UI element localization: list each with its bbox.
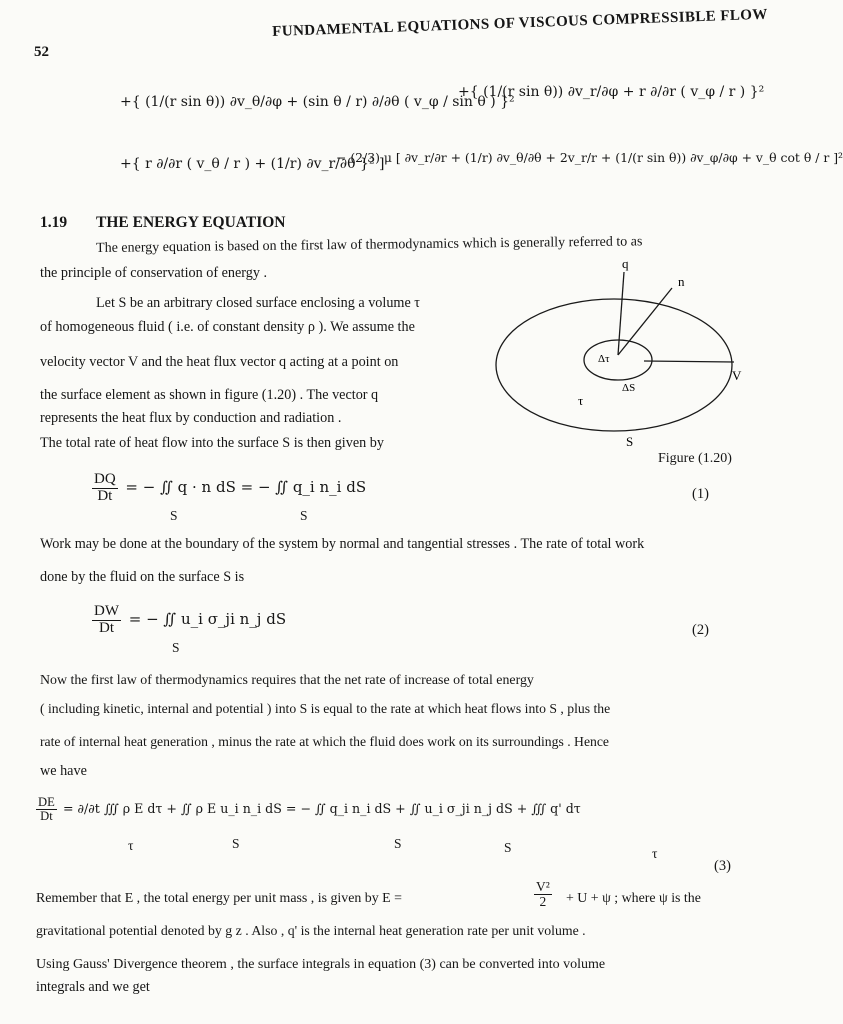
paragraph-2-line-4: the surface element as shown in figure (1.20) . The vector q <box>40 387 379 403</box>
equation-2-body: = − ∬ u_i σ_ji n_j dS <box>128 609 287 628</box>
paragraph-6-line-1a: Remember that E , the total energy per unit mass , is given by E = <box>36 891 402 906</box>
equation-1-under-2: S <box>300 508 308 523</box>
paragraph-1-line-1: The energy equation is based on the first law of thermodynamics which is generally referred to as <box>96 234 643 256</box>
paragraph-1-line-2: the principle of conservation of energy . <box>40 265 268 281</box>
top-equation-line-2-right: − (2/3) μ [ ∂v_r/∂r + (1/r) ∂v_θ/∂θ + 2v_r/r + (1/(r sin θ)) ∂v_φ/∂φ + v_θ cot θ / r ]² <box>336 150 843 165</box>
section-number: 1.19 <box>40 214 68 231</box>
paragraph-2-line-5: represents the heat flux by conduction and radiation . <box>40 410 342 426</box>
figure-1-20-diagram <box>494 250 750 450</box>
running-title: FUNDAMENTAL EQUATIONS OF VISCOUS COMPRESSIBLE FLOW <box>272 6 769 40</box>
equation-3-under-2: S <box>232 836 240 851</box>
equation-3-under-4: S <box>504 840 512 855</box>
equation-3-under-3: S <box>394 836 402 851</box>
equation-2-under-1: S <box>172 640 180 655</box>
paragraph-4-line-1: Work may be done at the boundary of the system by normal and tangential stresses . The rate of total work <box>40 536 645 552</box>
paragraph-5-line-2: ( including kinetic, internal and potential ) into S is equal to the rate at which heat flows into S , plus the <box>40 701 611 716</box>
paragraph-5-line-4: we have <box>40 763 87 779</box>
paragraph-2-line-1: Let S be an arbitrary closed surface enclosing a volume τ <box>96 295 421 311</box>
equation-3-lhs: $\frac{DE}{Dt}$ <box>38 795 55 824</box>
section-title: THE ENERGY EQUATION <box>96 214 286 231</box>
paragraph-7-line-2: integrals and we get <box>36 979 150 995</box>
energy-definition-fraction: $\frac{\text{V²}}{2}$ <box>536 879 550 910</box>
paragraph-2-line-3: velocity vector V and the heat flux vector q acting at a point on <box>40 354 399 370</box>
label-tau: τ <box>578 393 584 408</box>
paragraph-4-line-2: done by the fluid on the surface S is <box>40 569 245 585</box>
label-dtau: Δτ <box>598 353 610 365</box>
equation-2-lhs: $\frac{DW}{Dt}$ <box>94 603 119 636</box>
equation-2-number: (2) <box>692 622 709 638</box>
section-heading <box>40 214 285 232</box>
label-ds: ΔS <box>622 382 636 394</box>
equation-3-body: = ∂/∂t ∭ ρ E dτ + ∬ ρ E u_i n_i dS = − ∬ q_i n_i dS + ∬ u_i σ_ji n_j dS + ∭ q' dτ <box>62 800 581 816</box>
paragraph-7-line-1: Using Gauss' Divergence theorem , the surface integrals in equation (3) can be converted into volume <box>36 957 606 972</box>
label-q: q <box>622 256 629 271</box>
top-equation-line-1-left: +{ (1/(r sin θ)) ∂v_θ/∂φ + (sin θ / r) ∂/∂θ ( v_φ / sin θ ) }² <box>120 94 515 110</box>
surface-s-outline <box>496 299 732 431</box>
normal-vector-arrow <box>618 288 672 355</box>
equation-1 <box>92 472 366 505</box>
label-s: S <box>626 434 634 449</box>
paragraph-2-line-2: of homogeneous fluid ( i.e. of constant density ρ ). We assume the <box>40 319 415 335</box>
equation-3-under-1: τ <box>128 838 134 853</box>
paragraph-3: The total rate of heat flow into the surface S is then given by <box>40 435 384 451</box>
top-equation-line-2-left: +{ r ∂/∂r ( v_θ / r ) + (1/r) ∂v_r/∂θ }² ] <box>120 156 385 172</box>
heat-flux-arrow <box>618 272 624 355</box>
paragraph-5-line-3: rate of internal heat generation , minus the rate at which the fluid does work on its surroundings . Hence <box>40 734 610 749</box>
equation-1-number: (1) <box>692 486 709 502</box>
top-equation-line-1-right: +{ (1/(r sin θ)) ∂v_r/∂φ + r ∂/∂r ( v_φ / r ) }² <box>458 84 765 100</box>
equation-3-number: (3) <box>714 858 731 874</box>
label-v: V <box>732 368 742 383</box>
equation-1-body: = − ∬ q · n dS = − ∬ q_i n_i dS <box>125 477 367 496</box>
label-n: n <box>678 274 685 289</box>
equation-3-under-5: τ <box>652 846 658 861</box>
equation-3 <box>36 796 581 823</box>
velocity-vector-arrow <box>644 361 734 362</box>
equation-1-lhs: $\frac{DQ}{Dt}$ <box>94 471 116 504</box>
equation-1-under-1: S <box>170 508 178 523</box>
equation-2 <box>92 604 286 637</box>
paragraph-6-line-2: gravitational potential denoted by g z . Also , q' is the internal heat generation rate per unit volume . <box>36 923 586 938</box>
figure-caption: Figure (1.20) <box>658 451 732 466</box>
paragraph-6-line-1b: + U + ψ ; where ψ is the <box>566 891 701 906</box>
paragraph-5-line-1: Now the first law of thermodynamics requires that the net rate of increase of total energy <box>40 673 534 688</box>
page-number: 52 <box>34 44 49 60</box>
